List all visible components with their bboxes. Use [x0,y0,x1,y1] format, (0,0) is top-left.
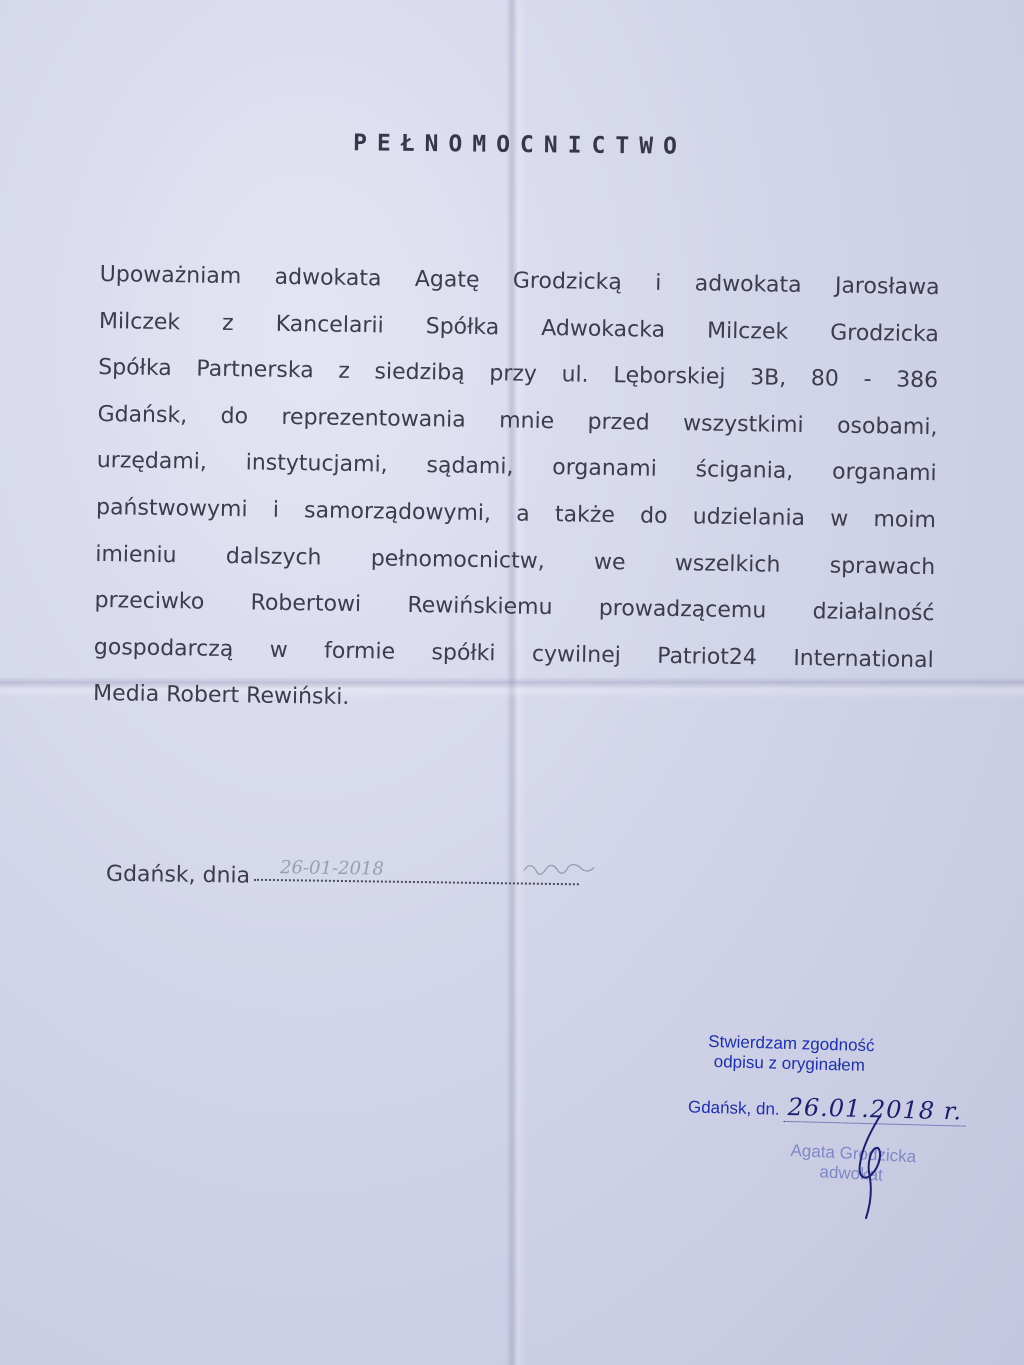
body-word: siedzibą [374,359,465,386]
body-word: spółki [431,640,496,667]
body-word: Lęborskiej [613,363,726,391]
body-word: Robertowi [250,590,362,618]
body-word: adwokata [274,264,382,292]
body-word: Media [92,681,160,708]
stamp-line-2: odpisu z oryginałem [713,1051,866,1075]
body-word: w [269,637,288,663]
body-word: sprawach [829,553,936,580]
body-word: Rewińskiemu [407,593,553,621]
stamp-line-1: Stwierdzam zgodność [708,1031,875,1056]
place-date-row [106,859,579,894]
handwritten-date-scrawl [274,851,634,892]
body-word: Partnerska [196,356,314,384]
body-word: formie [323,638,396,665]
body-word: we [593,549,626,575]
body-word: Rewiński. [245,683,350,711]
body-word: ścigania, [695,457,794,485]
body-word: do [639,503,668,529]
body-word: z [221,310,234,336]
body-word: mnie [498,408,555,434]
body-word: prowadzącemu [598,596,767,624]
document-title: PEŁNOMOCNICTWO [352,130,688,160]
signature-stroke [860,1116,880,1218]
body-word: i [655,270,662,296]
body-word: - [863,367,872,393]
body-word: Spółka [98,355,172,382]
stamp-role: adwokat [819,1162,884,1185]
body-word: działalność [812,599,935,627]
body-word: imieniu [95,541,177,568]
body-word: Patriot24 [657,643,758,671]
body-word: Milczek [98,308,181,335]
document-body [93,258,940,737]
body-word: Jarosława [834,273,940,301]
body-word: ul. [561,362,589,388]
date-dotted-line [254,857,579,886]
body-word: gospodarczą [93,634,234,662]
body-word: organami [831,459,937,487]
body-word: Gdańsk, [97,401,188,429]
body-word: reprezentowania [281,404,466,433]
body-word: Robert [166,682,240,709]
body-word: organami [552,455,657,483]
body-word: instytucjami, [245,450,388,478]
body-word: przed [587,409,650,436]
signature-scrawl [524,864,594,875]
body-word: 386 [895,367,939,394]
body-word: Kancelarii [275,311,384,339]
body-word: z [338,358,351,385]
lawyer-signature [840,1112,910,1222]
body-word: Milczek [706,318,789,345]
body-word: osobami, [836,413,938,440]
stamp-handwritten-date: 26.01.2018 r. [783,1093,966,1127]
body-word: przeciwko [94,588,205,615]
body-word: a [516,501,530,527]
body-word: International [793,645,934,673]
body-word: samorządowymi, [303,498,492,527]
handwritten-date: 26-01-2018 [280,857,385,880]
body-word: dalszych [225,543,322,571]
body-word: udzielania [692,504,806,532]
body-word: wszelkich [674,550,781,578]
body-word: w [830,506,849,532]
body-word: urzędami, [96,448,208,476]
body-word: Agatę [414,266,480,293]
body-word: cywilnej [531,641,622,668]
body-word: Spółka [425,313,500,340]
place-date-label: Gdańsk, dnia [105,861,251,889]
body-word: państwowymi [95,494,248,523]
body-word: Grodzicka [830,320,940,347]
body-word: 80 [810,366,840,392]
body-word: adwokata [694,271,802,299]
certification-stamp [708,1032,875,1076]
body-word: sądami, [426,453,514,480]
body-word: wszystkimi [682,410,804,438]
body-word: przy [489,361,538,388]
stamp-date-label: Gdańsk, dn. [687,1097,780,1119]
body-word: Grodzicką [512,268,623,296]
body-word: do [220,403,249,430]
body-word: także [554,502,616,529]
stamp-name: Agata Grodzicka [790,1140,917,1167]
body-word: Adwokacka [541,315,666,343]
body-word: moim [873,507,937,534]
body-word: pełnomocnictw, [370,545,545,574]
body-word: 3B, [749,365,787,391]
body-word: i [272,497,280,523]
body-word: Upoważniam [99,261,242,290]
stamp-date-row [688,1090,967,1126]
